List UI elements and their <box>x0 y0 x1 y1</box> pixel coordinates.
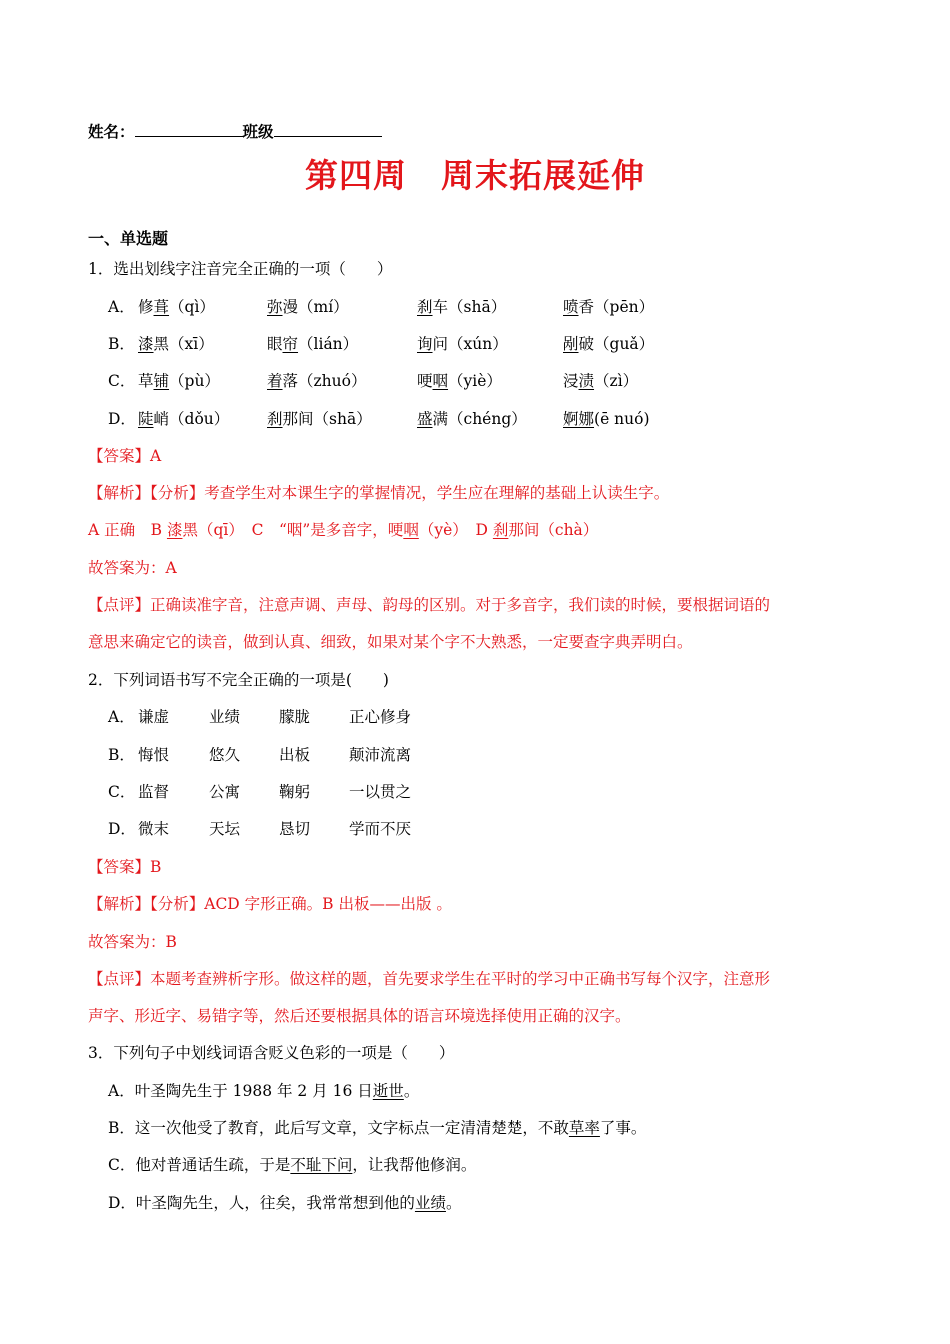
q1-option-choice <box>563 371 638 391</box>
q1-comment-line-2: 意思来确定它的读音，做到认真、细致，如果对某个字不大熟悉，一定要查字典弄明白。 <box>88 633 693 651</box>
choice-text: （yiè） <box>448 372 502 390</box>
choice-text: 满（chéng） <box>432 410 527 428</box>
choice-text: （zì） <box>594 372 639 390</box>
q2-option-word: 监督 <box>138 783 170 801</box>
choice-underlined-char: 咽 <box>432 372 449 390</box>
choice-text: 修 <box>138 298 154 316</box>
q3-option <box>108 1193 461 1213</box>
q2-option-word: 出板 <box>279 746 311 764</box>
name-class-line <box>88 122 382 142</box>
q1-option-choice <box>267 409 372 429</box>
q2-answer: 【答案】B <box>88 858 162 876</box>
q1-option-choice <box>267 371 366 391</box>
q2-option-word: 正心修身 <box>349 708 412 726</box>
q1-option-label: A． <box>108 298 135 316</box>
q1-explain-underlined: 咽 <box>403 521 419 539</box>
q2-option-label: D． <box>108 820 136 838</box>
q2-option-word: 悠久 <box>209 746 241 764</box>
option-text: 。 <box>403 1082 420 1100</box>
q1-answer: 【答案】A <box>88 447 162 465</box>
q1-option-choice <box>417 334 508 354</box>
choice-underlined-char: 着 <box>267 372 283 390</box>
option-text: D．叶圣陶先生，人，往矣，我常常想到他的 <box>108 1194 415 1212</box>
choice-text: （qì） <box>169 298 215 316</box>
option-underlined-word: 逝世 <box>372 1082 404 1100</box>
q1-stem: 1．选出划线字注音完全正确的一项（ ） <box>88 260 393 278</box>
section-heading: 一、单选题 <box>88 229 169 248</box>
q1-option-choice <box>267 297 349 317</box>
q1-option-label: D． <box>108 410 136 428</box>
choice-text: （lián） <box>298 335 359 353</box>
q1-option-choice <box>563 334 654 354</box>
choice-underlined-char: 铺 <box>153 372 170 390</box>
q1-explain-part: （yè） D <box>418 521 493 539</box>
q1-option-choice <box>138 297 215 317</box>
q2-option-word: 公寓 <box>209 783 241 801</box>
q2-final-answer: 故答案为：B <box>88 933 177 951</box>
q2-option-word: 恳切 <box>279 820 311 838</box>
q1-option-choice <box>138 409 229 429</box>
q1-option-label: C． <box>108 372 136 390</box>
choice-text: （pù） <box>169 372 220 390</box>
q3-option <box>108 1155 476 1175</box>
choice-text: 草 <box>138 372 154 390</box>
name-blank[interactable] <box>135 122 243 137</box>
q2-option-word: 一以贯之 <box>349 783 412 801</box>
q2-option-label: B． <box>108 746 135 764</box>
choice-text: 眼 <box>267 335 283 353</box>
q1-option-label: B． <box>108 335 135 353</box>
q1-option-choice <box>417 297 506 317</box>
q3-option <box>108 1118 646 1138</box>
q2-option-word: 业绩 <box>209 708 241 726</box>
choice-underlined-char: 喷 <box>563 298 579 316</box>
choice-underlined-char: 弥 <box>267 298 283 316</box>
choice-underlined-char: 刹 <box>267 410 283 428</box>
choice-underlined-char: 陡 <box>138 410 154 428</box>
option-text: B．这一次他受了教育，此后写文章，文字标点一定清清楚楚，不敢 <box>108 1119 569 1137</box>
q1-option-choice <box>138 371 220 391</box>
q1-explain-part: 黑（qī） C “咽”是多音字，哽 <box>182 521 404 539</box>
q2-option-word: 天坛 <box>209 820 241 838</box>
q2-comment-line-1: 【点评】本题考查辨析字形。做这样的题，首先要求学生在平时的学习中正确书写每个汉字，注意形 <box>88 970 771 988</box>
choice-text: 落（zhuó） <box>282 372 367 390</box>
q2-option-word: 朦胧 <box>279 708 311 726</box>
q1-explain-underlined: 漆 <box>166 521 183 539</box>
q1-explain-underlined: 刹 <box>492 521 509 539</box>
q2-option-word: 悔恨 <box>138 746 170 764</box>
q2-stem: 2．下列词语书写不完全正确的一项是( ) <box>88 671 389 689</box>
option-underlined-word: 草率 <box>568 1119 600 1137</box>
q1-analysis: 【解析】【分析】考查学生对本课生字的掌握情况，学生应在理解的基础上认读生字。 <box>88 484 670 502</box>
option-text: ，让我帮他修润。 <box>352 1156 477 1174</box>
choice-text: 黑（xī） <box>153 335 214 353</box>
q1-option-choice <box>563 409 650 429</box>
option-underlined-word: 业绩 <box>414 1194 446 1212</box>
option-text: 了事。 <box>599 1119 647 1137</box>
q2-option-word: 谦虚 <box>138 708 170 726</box>
choice-underlined-char: 葺 <box>153 298 170 316</box>
class-label: 班级 <box>242 122 274 141</box>
option-text: A．叶圣陶先生于 1988 年 2 月 16 日 <box>108 1082 373 1100</box>
choice-underlined-char: 漆 <box>138 335 154 353</box>
choice-text: 车（shā） <box>432 298 507 316</box>
q1-option-choice <box>417 371 502 391</box>
choice-text: 破（guǎ） <box>578 335 655 353</box>
option-text: 。 <box>445 1194 462 1212</box>
choice-text: 哽 <box>417 372 433 390</box>
q2-option-word: 学而不厌 <box>349 820 412 838</box>
option-underlined-word: 不耻下问 <box>290 1156 353 1174</box>
name-label: 姓名： <box>88 122 135 141</box>
q2-option-label: A． <box>108 708 135 726</box>
q2-option-word: 微末 <box>138 820 170 838</box>
page-title: 第四周 周末拓展延伸 <box>305 156 645 195</box>
q2-option-word: 鞠躬 <box>279 783 311 801</box>
choice-text: 香（pēn） <box>578 298 655 316</box>
q1-final-answer: 故答案为：A <box>88 559 177 577</box>
choice-text: 漫（mí） <box>282 298 349 316</box>
choice-text: 浸 <box>563 372 579 390</box>
q1-explain-part: A 正确 B <box>88 521 167 539</box>
choice-underlined-char: 剐 <box>563 335 579 353</box>
choice-underlined-char: 询 <box>417 335 433 353</box>
q1-comment-line-1: 【点评】正确读准字音，注意声调、声母、韵母的区别。对于多音字，我们读的时候，要根据词语的 <box>88 596 771 614</box>
q1-explanation <box>88 520 598 540</box>
choice-underlined-char: 婀娜 <box>563 410 595 428</box>
choice-text: 那间（shā） <box>282 410 372 428</box>
class-blank[interactable] <box>274 122 382 137</box>
q1-option-choice <box>563 297 654 317</box>
q1-explain-part: 那间（chà） <box>508 521 599 539</box>
option-text: C．他对普通话生疏，于是 <box>108 1156 291 1174</box>
q2-option-word: 颠沛流离 <box>349 746 412 764</box>
choice-text: (ē nuó) <box>594 410 650 428</box>
q2-comment-line-2: 声字、形近字、易错字等，然后还要根据具体的语言环境选择使用正确的汉字。 <box>88 1007 631 1025</box>
q2-analysis: 【解析】【分析】ACD 字形正确。B 出板——出版 。 <box>88 895 452 913</box>
choice-text: 峭（dǒu） <box>153 410 230 428</box>
choice-underlined-char: 刹 <box>417 298 433 316</box>
choice-underlined-char: 渍 <box>578 372 595 390</box>
choice-text: 问（xún） <box>432 335 508 353</box>
choice-underlined-char: 盛 <box>417 410 433 428</box>
q1-option-choice <box>138 334 214 354</box>
q3-option <box>108 1081 419 1101</box>
choice-underlined-char: 帘 <box>282 335 299 353</box>
q3-stem: 3．下列句子中划线词语含贬义色彩的一项是（ ） <box>88 1044 455 1062</box>
q1-option-choice <box>417 409 527 429</box>
q1-option-choice <box>267 334 358 354</box>
q2-option-label: C． <box>108 783 136 801</box>
